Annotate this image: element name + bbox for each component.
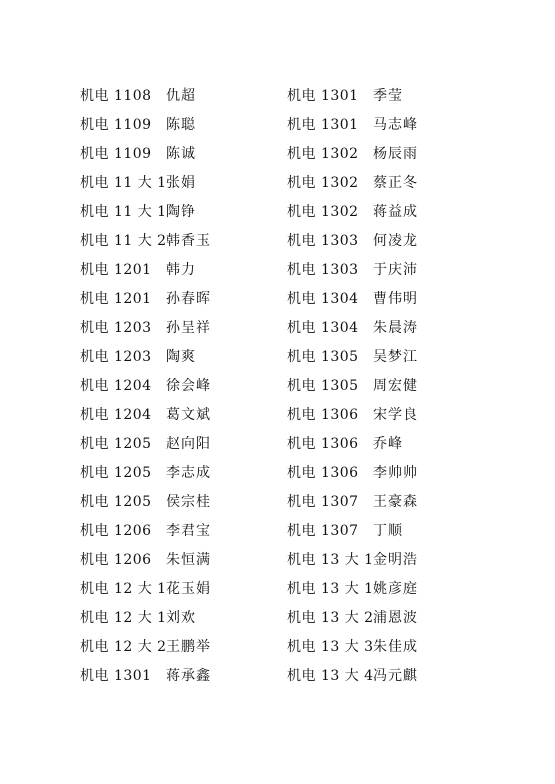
class-label: 机电 1303 <box>287 233 359 249</box>
left-name-column <box>80 82 280 691</box>
list-item <box>287 343 487 372</box>
student-name: 李君宝 <box>166 523 211 539</box>
student-name: 杨辰雨 <box>373 146 418 162</box>
list-item <box>80 488 280 517</box>
list-item <box>80 633 280 662</box>
class-label: 机电 1108 <box>80 88 152 104</box>
class-label: 机电 1301 <box>287 88 359 104</box>
class-label: 机电 1301 <box>80 668 152 684</box>
student-name: 蒋承鑫 <box>166 668 211 684</box>
list-item <box>80 82 280 111</box>
list-item <box>287 662 487 691</box>
student-name: 乔峰 <box>373 436 403 452</box>
list-item <box>80 517 280 546</box>
class-label: 机电 13 大 4 <box>287 668 374 684</box>
list-item <box>287 82 487 111</box>
class-label: 机电 13 大 3 <box>287 639 374 655</box>
student-name: 朱晨涛 <box>373 320 418 336</box>
class-label: 机电 1205 <box>80 436 152 452</box>
student-name: 丁顺 <box>373 523 403 539</box>
list-item <box>80 314 280 343</box>
student-name: 刘欢 <box>166 610 196 626</box>
student-name: 陶爽 <box>166 349 196 365</box>
student-name: 张娟 <box>166 175 196 191</box>
student-name: 朱佳成 <box>373 639 418 655</box>
class-label: 机电 11 大 2 <box>80 233 167 249</box>
student-name: 孙春晖 <box>166 291 211 307</box>
student-name: 李帅帅 <box>373 465 418 481</box>
list-item <box>287 198 487 227</box>
class-label: 机电 1109 <box>80 146 152 162</box>
class-label: 机电 13 大 1 <box>287 581 374 597</box>
class-label: 机电 1305 <box>287 349 359 365</box>
list-item <box>287 314 487 343</box>
student-name: 徐会峰 <box>166 378 211 394</box>
list-item <box>80 575 280 604</box>
student-name: 王鹏举 <box>166 639 211 655</box>
class-label: 机电 12 大 1 <box>80 581 167 597</box>
list-item <box>287 517 487 546</box>
class-label: 机电 1306 <box>287 436 359 452</box>
class-label: 机电 1307 <box>287 523 359 539</box>
list-item <box>287 111 487 140</box>
list-item <box>80 227 280 256</box>
list-item <box>287 372 487 401</box>
list-item <box>80 546 280 575</box>
class-label: 机电 1205 <box>80 494 152 510</box>
student-name: 宋学良 <box>373 407 418 423</box>
class-label: 机电 1304 <box>287 320 359 336</box>
student-name: 花玉娟 <box>166 581 211 597</box>
class-label: 机电 1306 <box>287 407 359 423</box>
student-name: 姚彦庭 <box>373 581 418 597</box>
class-label: 机电 1302 <box>287 146 359 162</box>
student-name: 朱恒满 <box>166 552 211 568</box>
list-item <box>80 662 280 691</box>
list-item <box>287 430 487 459</box>
list-item <box>80 169 280 198</box>
list-item <box>287 256 487 285</box>
list-item <box>80 372 280 401</box>
class-label: 机电 1109 <box>80 117 152 133</box>
student-name: 韩香玉 <box>166 233 211 249</box>
class-label: 机电 1304 <box>287 291 359 307</box>
class-label: 机电 1307 <box>287 494 359 510</box>
class-label: 机电 11 大 1 <box>80 204 167 220</box>
student-name: 赵向阳 <box>166 436 211 452</box>
student-name: 李志成 <box>166 465 211 481</box>
list-item <box>80 343 280 372</box>
list-item <box>287 604 487 633</box>
class-label: 机电 13 大 1 <box>287 552 374 568</box>
list-item <box>287 227 487 256</box>
class-label: 机电 1204 <box>80 407 152 423</box>
student-name: 陶铮 <box>166 204 196 220</box>
student-name: 曹伟明 <box>373 291 418 307</box>
student-name: 马志峰 <box>373 117 418 133</box>
class-label: 机电 1205 <box>80 465 152 481</box>
class-label: 机电 1204 <box>80 378 152 394</box>
class-label: 机电 13 大 2 <box>287 610 374 626</box>
student-name: 韩力 <box>166 262 196 278</box>
class-label: 机电 1201 <box>80 262 152 278</box>
class-label: 机电 1301 <box>287 117 359 133</box>
list-item <box>80 430 280 459</box>
class-label: 机电 1206 <box>80 523 152 539</box>
class-label: 机电 12 大 1 <box>80 610 167 626</box>
list-item <box>80 459 280 488</box>
class-label: 机电 1306 <box>287 465 359 481</box>
list-item <box>287 140 487 169</box>
student-name: 王豪森 <box>373 494 418 510</box>
class-label: 机电 12 大 2 <box>80 639 167 655</box>
list-item <box>80 140 280 169</box>
student-name: 于庆沛 <box>373 262 418 278</box>
class-label: 机电 1305 <box>287 378 359 394</box>
list-item <box>80 111 280 140</box>
list-item <box>80 604 280 633</box>
list-item <box>287 575 487 604</box>
class-label: 机电 1302 <box>287 175 359 191</box>
class-label: 机电 1203 <box>80 320 152 336</box>
student-name: 陈诚 <box>166 146 196 162</box>
student-name: 蔡正冬 <box>373 175 418 191</box>
student-name: 侯宗桂 <box>166 494 211 510</box>
student-name: 葛文斌 <box>166 407 211 423</box>
class-label: 机电 1203 <box>80 349 152 365</box>
list-item <box>287 401 487 430</box>
student-name: 吴梦江 <box>373 349 418 365</box>
list-item <box>80 256 280 285</box>
list-item <box>80 401 280 430</box>
student-name: 周宏健 <box>373 378 418 394</box>
list-item <box>287 459 487 488</box>
student-name: 蒋益成 <box>373 204 418 220</box>
class-label: 机电 1303 <box>287 262 359 278</box>
right-name-column <box>287 82 487 691</box>
student-name: 季莹 <box>373 88 403 104</box>
list-item <box>287 633 487 662</box>
class-label: 机电 11 大 1 <box>80 175 167 191</box>
student-name: 冯元麒 <box>373 668 418 684</box>
list-item <box>287 285 487 314</box>
student-name: 陈聪 <box>166 117 196 133</box>
list-item <box>287 488 487 517</box>
student-name: 何凌龙 <box>373 233 418 249</box>
student-name: 浦恩波 <box>373 610 418 626</box>
list-item <box>287 546 487 575</box>
student-name: 孙呈祥 <box>166 320 211 336</box>
list-item <box>287 169 487 198</box>
class-label: 机电 1206 <box>80 552 152 568</box>
student-name: 金明浩 <box>373 552 418 568</box>
class-label: 机电 1201 <box>80 291 152 307</box>
list-item <box>80 285 280 314</box>
list-item <box>80 198 280 227</box>
class-label: 机电 1302 <box>287 204 359 220</box>
student-name: 仇超 <box>166 88 196 104</box>
